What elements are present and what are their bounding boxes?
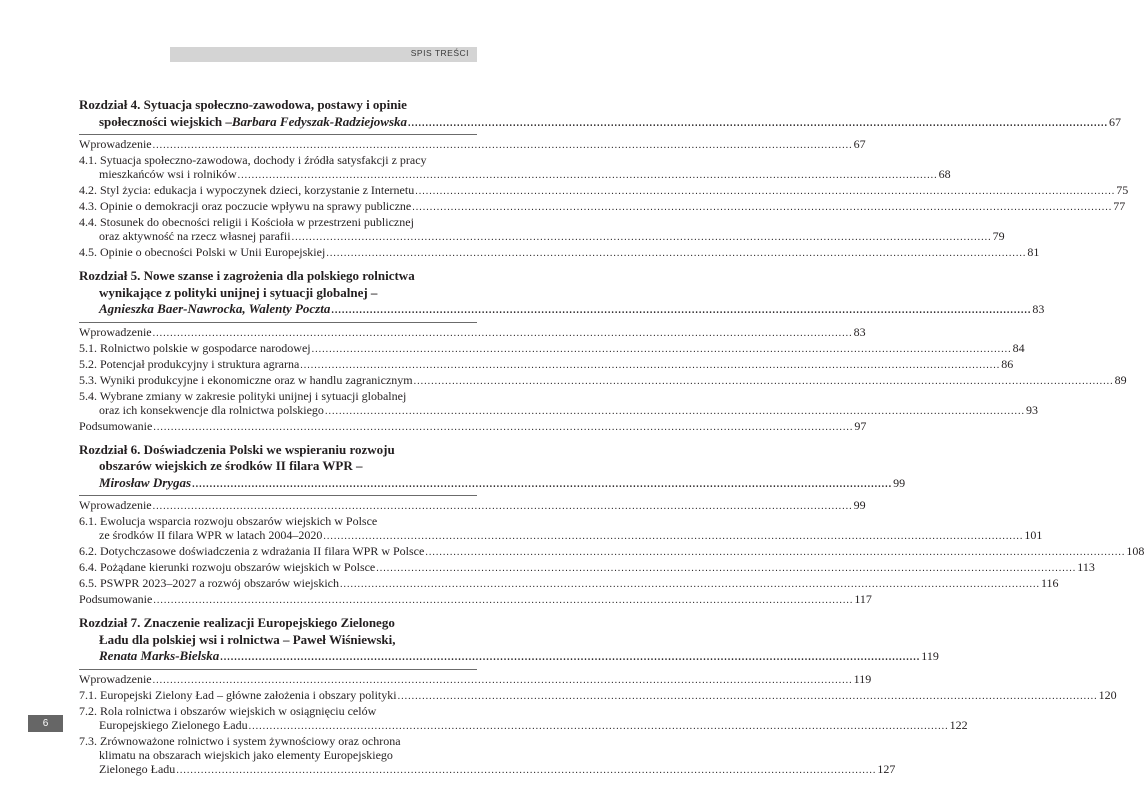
dot-leader: ........................................................................................................................................................................................................ (220, 652, 921, 663)
chapter-authors: Barbara Fedyszak-Radziejowska (231, 113, 408, 129)
entry-title: Wprowadzenie (79, 671, 152, 686)
divider (79, 322, 477, 323)
entry-line: 5.4. Wybrane zmiany w zakresie polityki unijnej i sytuacji globalnej (79, 388, 407, 403)
chapter-authors: Renata Marks-Bielska (99, 648, 220, 663)
dot-leader: ........................................................................................................................................................................................................ (291, 232, 992, 243)
entry-row (79, 402, 1038, 419)
dot-leader: ........................................................................................................................................................................................................ (326, 248, 1027, 259)
entry-title: Wprowadzenie (79, 137, 152, 151)
chapter-block (79, 268, 1127, 435)
entry-title: 4.2. Styl życia: edukacja i wypoczynek dzieci, korzystanie z Internetu (79, 183, 415, 197)
toc-entry[interactable] (79, 215, 1005, 245)
entry-row (79, 229, 1005, 245)
entry-row (79, 356, 1014, 373)
page-ref: 68 (938, 167, 951, 181)
entry-row (79, 687, 1117, 704)
section-title: SPIS TREŚCI (410, 48, 469, 58)
entry-title: 6.5. PSWPR 2023–2027 a rozwój obszarów wiejskich (79, 576, 339, 590)
dot-leader: ........................................................................................................................................................................................................ (152, 674, 853, 686)
toc-entry[interactable] (79, 671, 872, 688)
entry-row (79, 576, 1059, 592)
page-ref: 81 (1027, 245, 1040, 259)
toc-entry[interactable] (79, 137, 866, 153)
chapter-title-line: Rozdział 5. Nowe szanse i zagrożenia dla polskiego rolnictwa (79, 268, 415, 283)
chapter-title-line: Ładu dla polskiej wsi i rolnictwa – Paweł Wiśniewski, (99, 631, 396, 647)
entry-title: 5.3. Wyniki produkcyjne i ekonomiczne oraz w handlu zagranicznym (79, 372, 413, 387)
entry-title: oraz ich konsekwencje dla rolnictwa polskiego (99, 402, 324, 417)
entry-row (79, 544, 1144, 560)
dot-leader: ........................................................................................................................................................................................................ (339, 579, 1040, 590)
dot-leader: ........................................................................................................................................................................................................ (412, 202, 1113, 213)
toc-entry[interactable] (79, 324, 866, 341)
entry-title: 6.4. Pożądane kierunki rozwoju obszarów wiejskich w Polsce (79, 560, 376, 574)
toc-entry[interactable] (79, 703, 968, 734)
toc-entry[interactable] (79, 514, 1043, 544)
page-ref: 84 (1012, 340, 1025, 355)
dot-leader: ........................................................................................................................................................................................................ (152, 501, 853, 512)
toc-entry[interactable] (79, 245, 1040, 261)
toc-entry[interactable] (79, 576, 1059, 592)
entry-line: 4.1. Sytuacja społeczno-zawodowa, dochody i źródła satysfakcji z pracy (79, 153, 427, 167)
entry-title: 4.5. Opinie o obecności Polski w Unii Europejskiej (79, 245, 326, 259)
toc-entry[interactable] (79, 372, 1127, 389)
dot-leader: ........................................................................................................................................................................................................ (331, 305, 1032, 316)
page-ref: 93 (1025, 402, 1038, 417)
page-ref: 108 (1126, 544, 1144, 558)
chapter-heading[interactable] (79, 441, 906, 494)
page-number: 6 (28, 715, 63, 732)
page-ref: 101 (1024, 528, 1043, 542)
entry-row (79, 137, 866, 153)
page-ref: 119 (853, 671, 872, 686)
chapter-author-line (79, 474, 906, 494)
divider (79, 495, 477, 496)
entry-row (79, 183, 1129, 199)
entry-title: Podsumowanie (79, 418, 153, 433)
toc-entry[interactable] (79, 356, 1014, 373)
chapter-title-line: Rozdział 4. Sytuacja społeczno-zawodowa, postawy i opinie (79, 97, 407, 112)
toc-entry[interactable] (79, 183, 1129, 199)
dot-leader: ........................................................................................................................................................................................................ (192, 478, 893, 490)
chapter-heading[interactable] (79, 97, 1122, 132)
chapter-heading[interactable] (79, 268, 1045, 320)
page-ref: 99 (893, 475, 906, 490)
dot-leader: ........................................................................................................................................................................................................ (176, 764, 877, 776)
dot-leader: ........................................................................................................................................................................................................ (152, 140, 853, 151)
page-ref: 79 (992, 229, 1005, 243)
entry-row (79, 671, 872, 688)
page-ref: 86 (1001, 356, 1014, 371)
page-ref: 83 (1032, 302, 1045, 316)
table-of-contents (79, 97, 1144, 785)
divider (79, 134, 477, 135)
toc-entry[interactable] (79, 544, 1144, 560)
dot-leader: ........................................................................................................................................................................................................ (324, 405, 1025, 417)
page-ref: 122 (949, 717, 968, 732)
page-ref: 83 (853, 324, 866, 339)
chapter-author-line (79, 301, 1045, 320)
entry-row (79, 418, 867, 435)
chapter-author-line (79, 113, 1122, 133)
dot-leader: ........................................................................................................................................................................................................ (152, 327, 853, 339)
toc-entry[interactable] (79, 418, 867, 435)
entry-title: Wprowadzenie (79, 498, 152, 512)
entry-title: 5.1. Rolnictwo polskie w gospodarce narodowej (79, 340, 311, 355)
chapter-block (79, 97, 1129, 261)
chapter-authors: Agnieszka Baer-Nawrocka, Walenty Poczta (99, 301, 331, 316)
page-ref: 113 (1077, 560, 1095, 574)
entry-title: Wprowadzenie (79, 324, 152, 339)
entry-title: Zielonego Ładu (99, 761, 176, 776)
entry-row (79, 324, 866, 341)
toc-entry[interactable] (79, 340, 1025, 357)
dot-leader: ........................................................................................................................................................................................................ (376, 563, 1077, 574)
dot-leader: ........................................................................................................................................................................................................ (248, 720, 949, 732)
entry-row (79, 761, 896, 778)
toc-entry[interactable] (79, 388, 1038, 419)
entry-title: 6.2. Dotychczasowe doświadczenia z wdrażania II filara WPR w Polsce (79, 544, 425, 558)
entry-row (79, 528, 1043, 544)
dot-leader: ........................................................................................................................................................................................................ (413, 375, 1114, 387)
entry-title: 7.1. Europejski Zielony Ład – główne założenia i obszary polityki (79, 687, 397, 702)
page-ref: 117 (854, 592, 872, 606)
toc-entry[interactable] (79, 687, 1117, 704)
entry-title: Europejskiego Zielonego Ładu (99, 717, 248, 732)
dot-leader: ........................................................................................................................................................................................................ (153, 595, 854, 606)
entry-title: Podsumowanie (79, 592, 153, 606)
toc-entry[interactable] (79, 153, 951, 183)
entry-line: klimatu na obszarach wiejskich jako elementy Europejskiego (99, 747, 393, 762)
page-ref: 119 (921, 649, 939, 663)
chapter-title-line: Rozdział 7. Znaczenie realizacji Europejskiego Zielonego (79, 615, 395, 630)
chapter-title-line: społeczności wiejskich – (99, 113, 232, 129)
toc-entry[interactable] (79, 199, 1126, 215)
dot-leader: ........................................................................................................................................................................................................ (153, 421, 854, 433)
entry-line: 7.2. Rola rolnictwa i obszarów wiejskich w osiągnięciu celów (79, 703, 377, 718)
page-ref: 120 (1098, 687, 1117, 702)
entry-row (79, 498, 866, 514)
chapter-title-line: wynikające z polityki unijnej i sytuacji globalnej – (99, 284, 378, 300)
dot-leader: ........................................................................................................................................................................................................ (300, 359, 1001, 371)
chapter-title-line: Rozdział 6. Doświadczenia Polski we wspieraniu rozwoju (79, 441, 395, 457)
entry-row (79, 340, 1025, 357)
page-ref: 99 (853, 498, 866, 512)
chapter-authors: Mirosław Drygas (99, 474, 192, 490)
toc-entry[interactable] (79, 592, 872, 608)
entry-row (79, 717, 968, 734)
dot-leader: ........................................................................................................................................................................................................ (408, 117, 1109, 129)
entry-row (79, 372, 1127, 389)
entry-row (79, 592, 872, 608)
page-ref: 127 (877, 761, 896, 776)
toc-entry[interactable] (79, 498, 866, 514)
entry-line: 7.3. Zrównoważone rolnictwo i system żywnościowy oraz ochrona (79, 733, 401, 748)
chapter-title-line: obszarów wiejskich ze środków II filara WPR – (99, 458, 363, 473)
toc-entry[interactable] (79, 733, 896, 778)
page-ref: 89 (1114, 372, 1127, 387)
chapter-block (79, 615, 1117, 778)
page-ref: 75 (1116, 183, 1129, 197)
dot-leader: ........................................................................................................................................................................................................ (323, 531, 1024, 542)
entry-row (79, 167, 951, 183)
page-ref: 77 (1113, 199, 1126, 213)
page-ref: 67 (853, 137, 866, 151)
entry-title: mieszkańców wsi i rolników (99, 167, 237, 181)
page-ref: 116 (1040, 576, 1059, 590)
divider (79, 669, 477, 670)
dot-leader: ........................................................................................................................................................................................................ (425, 547, 1126, 558)
entry-title: oraz aktywność na rzecz własnej parafii (99, 229, 291, 243)
entry-row (79, 199, 1126, 215)
page-ref: 97 (854, 418, 867, 433)
entry-title: ze środków II filara WPR w latach 2004–2020 (99, 528, 323, 542)
dot-leader: ........................................................................................................................................................................................................ (415, 186, 1116, 197)
dot-leader: ........................................................................................................................................................................................................ (397, 690, 1098, 702)
dot-leader: ........................................................................................................................................................................................................ (237, 170, 938, 181)
running-header (170, 47, 477, 62)
entry-line: 6.1. Ewolucja wsparcia rozwoju obszarów wiejskich w Polsce (79, 514, 378, 528)
chapter-block (79, 441, 1144, 609)
entry-line: 4.4. Stosunek do obecności religii i Kościoła w przestrzeni publicznej (79, 215, 414, 229)
entry-row (79, 245, 1040, 261)
entry-title: 5.2. Potencjał produkcyjny i struktura agrarna (79, 356, 300, 371)
page-ref: 67 (1109, 114, 1122, 129)
entry-row (79, 560, 1095, 576)
dot-leader: ........................................................................................................................................................................................................ (311, 343, 1012, 355)
entry-title: 4.3. Opinie o demokracji oraz poczucie wpływu na sprawy publiczne (79, 199, 412, 213)
chapter-heading[interactable] (79, 615, 939, 667)
chapter-author-line (79, 648, 939, 667)
toc-entry[interactable] (79, 560, 1095, 576)
